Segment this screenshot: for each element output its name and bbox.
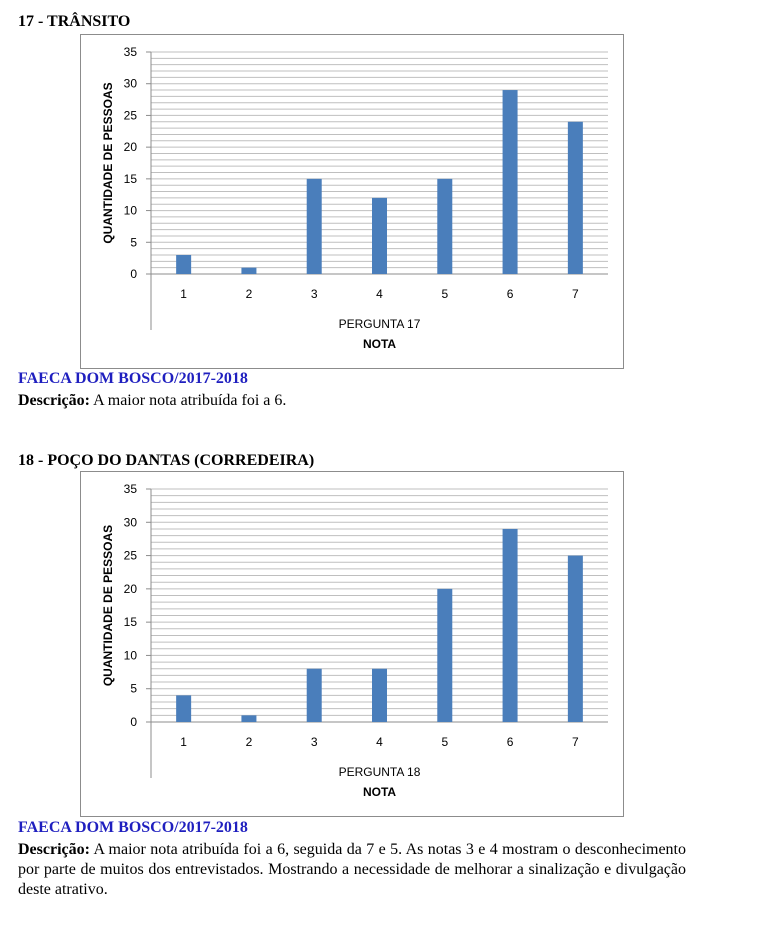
bar [503, 90, 518, 274]
x-tick-label: 4 [376, 735, 383, 749]
bar [241, 268, 256, 274]
x-tick-label: 4 [376, 287, 383, 301]
x-tick-label: 3 [310, 287, 318, 301]
x-tick-label: 6 [506, 735, 514, 749]
x-tick-label: 5 [441, 287, 449, 301]
description-text: A maior nota atribuída foi a 6. [89, 392, 287, 409]
bar [176, 255, 191, 274]
x-tick-label: 6 [506, 287, 514, 301]
y-tick-label: 20 [123, 140, 137, 155]
x-axis-label: NOTA [362, 337, 397, 351]
bar [307, 179, 322, 274]
x-axis-label: NOTA [362, 785, 397, 799]
x-tick-label: 2 [245, 287, 253, 301]
y-tick-label: 30 [123, 515, 137, 530]
x-tick-label: 1 [180, 287, 187, 301]
bar [176, 695, 191, 722]
x-tick-label: 2 [245, 735, 253, 749]
bar [437, 589, 452, 722]
bar-chart [81, 472, 623, 816]
y-tick-label: 20 [123, 581, 137, 596]
description [18, 840, 686, 900]
y-tick-label: 0 [130, 715, 137, 729]
description-text: A maior nota atribuída foi a 6, seguida da 7 e 5. As notas 3 e 4 mostram o desconhecimento por parte de muitos dos entrevistados. Mostrando a necessidade de melhorar a sinalização e divulgação deste atrativo. [18, 841, 686, 898]
y-tick-label: 5 [130, 235, 137, 250]
y-axis-label: QUANTIDADE DE PESSOAS [101, 524, 115, 687]
bar-chart [81, 35, 623, 368]
bar [241, 715, 256, 722]
y-axis-label: QUANTIDADE DE PESSOAS [101, 82, 115, 244]
y-tick-label: 10 [123, 203, 137, 218]
section-title: 18 - POÇO DO DANTAS (CORREDEIRA) [18, 452, 315, 469]
x-tick-label: 7 [572, 735, 579, 749]
y-tick-label: 25 [123, 108, 137, 123]
description [18, 391, 686, 411]
description-label: Descrição: [18, 841, 90, 858]
bar [568, 556, 583, 722]
y-tick-label: 35 [123, 482, 137, 496]
y-tick-label: 10 [123, 648, 137, 663]
y-tick-label: 5 [130, 681, 137, 696]
bar [568, 122, 583, 274]
bar [372, 669, 387, 722]
source-label: FAECA DOM BOSCO/2017-2018 [18, 370, 248, 387]
y-tick-label: 35 [123, 45, 137, 59]
y-tick-label: 0 [130, 267, 137, 281]
bar [372, 198, 387, 274]
source-label: FAECA DOM BOSCO/2017-2018 [18, 819, 248, 836]
description-label: Descrição: [18, 392, 90, 409]
x-tick-label: 5 [441, 735, 449, 749]
chart-container [80, 34, 624, 369]
bar [503, 529, 518, 722]
y-tick-label: 25 [123, 548, 137, 563]
x-series-label: PERGUNTA 18 [338, 765, 421, 779]
y-tick-label: 15 [123, 615, 137, 630]
y-tick-label: 30 [123, 76, 137, 91]
bar [307, 669, 322, 722]
x-tick-label: 3 [310, 735, 318, 749]
chart-container [80, 471, 624, 817]
x-tick-label: 1 [180, 735, 187, 749]
section-title: 17 - TRÂNSITO [18, 13, 131, 30]
bar [437, 179, 452, 274]
y-tick-label: 15 [123, 171, 137, 186]
x-series-label: PERGUNTA 17 [338, 317, 421, 331]
x-tick-label: 7 [572, 287, 579, 301]
